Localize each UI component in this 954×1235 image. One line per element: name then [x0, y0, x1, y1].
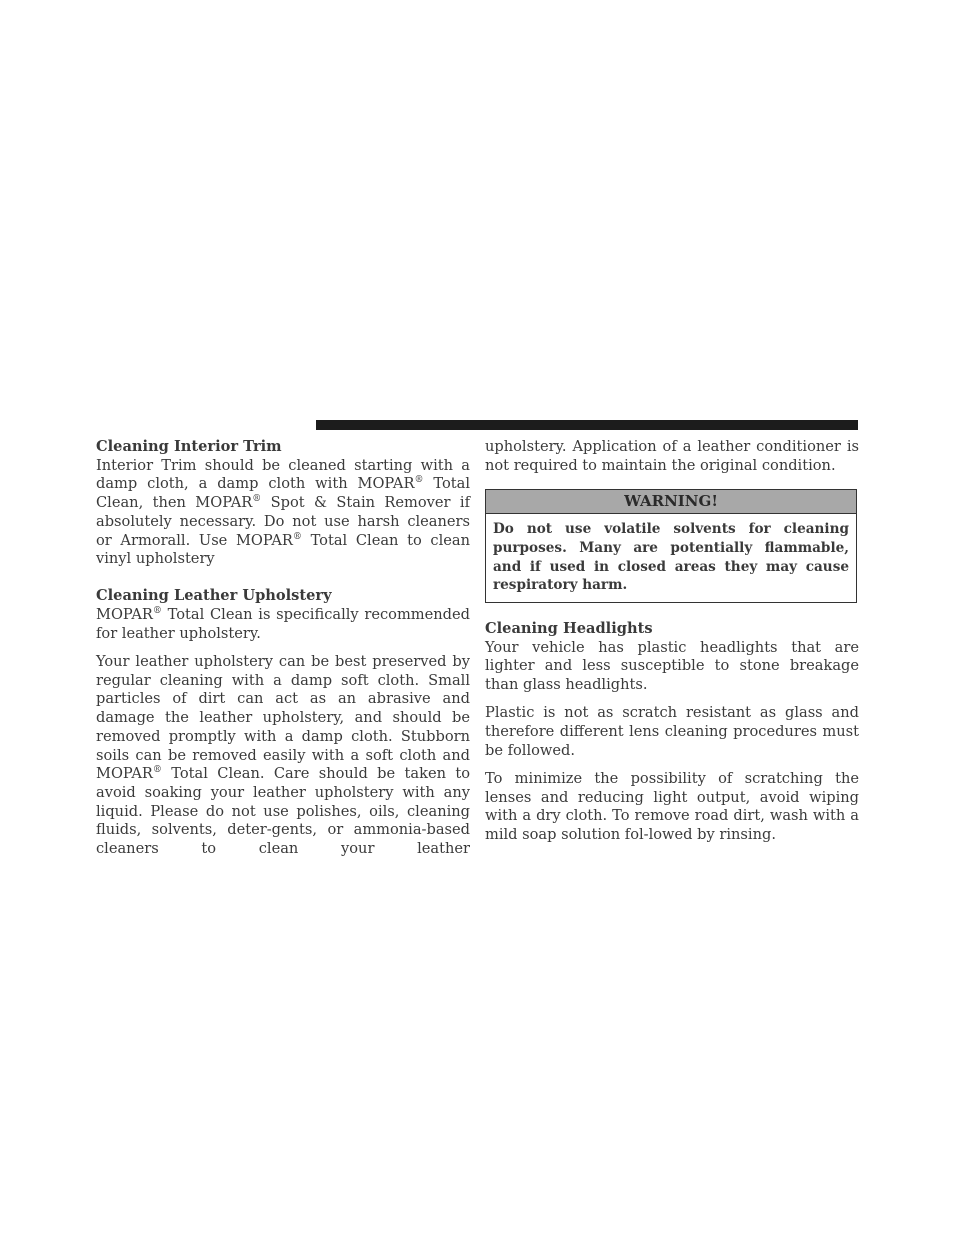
section-header-bar — [316, 420, 858, 430]
registered-mark: ® — [152, 765, 162, 776]
paragraph-interior-trim: Interior Trim should be cleaned starting with a damp cloth, a damp cloth with MOPAR® Total Clean, then MOPAR® Spot & Stain Remover if absolutely necessary. Do not use harsh cleaners or Armorall. Use MOPAR® Total Clean to clean vinyl upholstery — [96, 456, 470, 568]
paragraph-leather-recommendation: MOPAR® Total Clean is specifically recommended for leather upholstery. — [96, 606, 470, 642]
warning-text: Do not use volatile solvents for cleaning purposes. Many are potentially flammable, and if used in closed areas they may cause respiratory harm. — [493, 521, 849, 594]
registered-mark: ® — [414, 475, 424, 486]
heading-cleaning-headlights: Cleaning Headlights — [485, 619, 653, 637]
paragraph-plastic-headlights: Your vehicle has plastic headlights that are lighter and less susceptible to stone breakage than glass headlights. — [485, 638, 859, 694]
paragraph-headlight-cleaning: To minimize the possibility of scratching the lenses and reducing light output, avoid wiping with a dry cloth. To remove road dirt, wash with a mild soap solution fol-lowed by rinsing. — [485, 769, 859, 843]
paragraph-leather-care: Your leather upholstery can be best preserved by regular cleaning with a damp soft cloth. Small particles of dirt can act as an abrasive and damage the leather upholstery, and should be removed promptly with a damp cloth. Stubborn soils can be removed easily with a soft cloth and MOPAR® Total Clean. Care should be taken to avoid soaking your leather upholstery with any liquid. Please do not use polishes, oils, cleaning fluids, solvents, deter-gents, or ammonia-based cleaners to clean your leather — [96, 653, 470, 858]
heading-cleaning-interior-trim: Cleaning Interior Trim — [96, 438, 282, 455]
right-column — [485, 438, 859, 854]
heading-cleaning-leather-upholstery: Cleaning Leather Upholstery — [96, 587, 332, 605]
warning-box — [485, 489, 857, 603]
paragraph-leather-conditioner: upholstery. Application of a leather conditioner is not required to maintain the original condition. — [485, 438, 859, 474]
registered-mark: ® — [292, 531, 302, 542]
left-column — [96, 438, 470, 868]
registered-mark: ® — [252, 494, 262, 505]
paragraph-scratch-resistance: Plastic is not as scratch resistant as glass and therefore different lens cleaning procedures must be followed. — [485, 704, 859, 759]
registered-mark: ® — [152, 606, 162, 617]
warning-title: WARNING! — [486, 490, 856, 514]
